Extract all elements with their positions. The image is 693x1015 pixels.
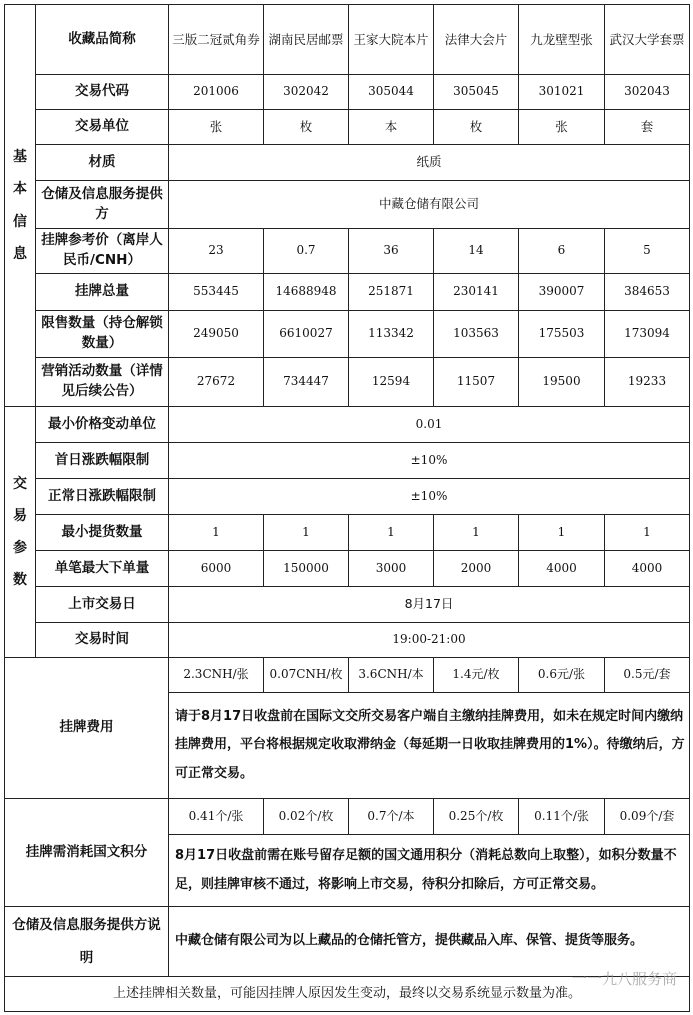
value: 1	[519, 515, 605, 551]
row-first-day	[5, 443, 690, 479]
label: 限售数量（持仓解锁数量）	[36, 311, 169, 358]
value: 8月17日	[169, 587, 690, 623]
label: 最小提货数量	[36, 515, 169, 551]
value: 302043	[605, 75, 690, 110]
row-marketing	[5, 358, 690, 407]
footer-note: 上述挂牌相关数量，可能因挂牌人原因发生变动，最终以交易系统显示数量为准。	[112, 985, 581, 1001]
item-name: 武汉大学套票	[605, 5, 690, 75]
value: 1	[264, 515, 349, 551]
value: 14688948	[264, 274, 349, 311]
value: 4000	[519, 551, 605, 587]
label: 挂牌费用	[5, 658, 169, 799]
row-footer	[5, 977, 690, 1012]
value: 0.11个/张	[519, 799, 605, 835]
value: 390007	[519, 274, 605, 311]
value: 6	[519, 229, 605, 274]
row-provider-desc	[5, 907, 690, 977]
value: 19233	[605, 358, 690, 407]
value: 14	[434, 229, 519, 274]
label: 交易单位	[36, 110, 169, 145]
row-tick	[5, 407, 690, 443]
value: 0.25个/枚	[434, 799, 519, 835]
item-name: 王家大院本片	[349, 5, 434, 75]
value: 1	[434, 515, 519, 551]
value: 384653	[605, 274, 690, 311]
value: 6000	[169, 551, 264, 587]
label: 挂牌参考价（离岸人民币/CNH）	[36, 229, 169, 274]
value: 0.41个/张	[169, 799, 264, 835]
row-price	[5, 229, 690, 274]
value: 本	[349, 110, 434, 145]
item-name: 湖南民居邮票	[264, 5, 349, 75]
row-names	[5, 5, 690, 75]
value: 27672	[169, 358, 264, 407]
value: 4000	[605, 551, 690, 587]
value: 11507	[434, 358, 519, 407]
value: 枚	[434, 110, 519, 145]
value: 150000	[264, 551, 349, 587]
value: 36	[349, 229, 434, 274]
value: 12594	[349, 358, 434, 407]
provider-note: 中藏仓储有限公司为以上藏品的仓储托管方，提供藏品入库、保管、提货等服务。	[169, 907, 690, 977]
value: 301021	[519, 75, 605, 110]
value: 734447	[264, 358, 349, 407]
value: ±10%	[169, 443, 690, 479]
value: 5	[605, 229, 690, 274]
row-pickup	[5, 515, 690, 551]
value: 249050	[169, 311, 264, 358]
value: 19:00-21:00	[169, 623, 690, 658]
row-restricted	[5, 311, 690, 358]
value: 0.01	[169, 407, 690, 443]
value: 1.4元/枚	[434, 658, 519, 693]
value: 0.07CNH/枚	[264, 658, 349, 693]
value: 251871	[349, 274, 434, 311]
label: 材质	[36, 145, 169, 181]
value: 2.3CNH/张	[169, 658, 264, 693]
row-trade-time	[5, 623, 690, 658]
value: 张	[169, 110, 264, 145]
value: 201006	[169, 75, 264, 110]
row-code	[5, 75, 690, 110]
section-trade: 交易参数	[5, 407, 36, 658]
row-provider	[5, 181, 690, 229]
label: 挂牌需消耗国文积分	[5, 799, 169, 907]
value: 枚	[264, 110, 349, 145]
value: 1	[605, 515, 690, 551]
points-note: 8月17日收盘前需在账号留存足额的国文通用积分（消耗总数向上取整），如积分数量不足，则挂牌审核不通过，将影响上市交易，待积分扣除后，方可正常交易。	[169, 835, 690, 907]
label: 营销活动数量（详情见后续公告）	[36, 358, 169, 407]
item-name: 九龙壁型张	[519, 5, 605, 75]
value: 0.02个/枚	[264, 799, 349, 835]
section-basic: 基本信息	[5, 5, 36, 407]
row-normal-day	[5, 479, 690, 515]
value: 553445	[169, 274, 264, 311]
value: 302042	[264, 75, 349, 110]
value: ±10%	[169, 479, 690, 515]
label: 仓储及信息服务提供方说明	[5, 907, 169, 977]
value: 103563	[434, 311, 519, 358]
row-listing-day	[5, 587, 690, 623]
value: 0.7个/本	[349, 799, 434, 835]
label: 单笔最大下单量	[36, 551, 169, 587]
label: 正常日涨跌幅限制	[36, 479, 169, 515]
value: 23	[169, 229, 264, 274]
value: 6610027	[264, 311, 349, 358]
value: 套	[605, 110, 690, 145]
value: 3000	[349, 551, 434, 587]
value: 175503	[519, 311, 605, 358]
label: 上市交易日	[36, 587, 169, 623]
label: 挂牌总量	[36, 274, 169, 311]
value: 2000	[434, 551, 519, 587]
fee-note: 请于8月17日收盘前在国际文交所交易客户端自主缴纳挂牌费用，如未在规定时间内缴纳挂牌费用，平台将根据规定收取滞纳金（每延期一日收取挂牌费用的1%）。待缴纳后，方可正常交易。	[169, 693, 690, 799]
item-name: 三版二冠贰角券	[169, 5, 264, 75]
value: 113342	[349, 311, 434, 358]
value: 张	[519, 110, 605, 145]
value: 3.6CNH/本	[349, 658, 434, 693]
value: 0.6元/张	[519, 658, 605, 693]
label: 最小价格变动单位	[36, 407, 169, 443]
watermark: 一一九八服务商	[571, 970, 677, 988]
row-max-order	[5, 551, 690, 587]
value: 0.09个/套	[605, 799, 690, 835]
value: 173094	[605, 311, 690, 358]
value: 19500	[519, 358, 605, 407]
value: 305045	[434, 75, 519, 110]
value: 230141	[434, 274, 519, 311]
label: 收藏品简称	[36, 5, 169, 75]
value: 1	[349, 515, 434, 551]
row-material	[5, 145, 690, 181]
row-total	[5, 274, 690, 311]
value: 0.5元/套	[605, 658, 690, 693]
item-name: 法律大会片	[434, 5, 519, 75]
value: 纸质	[169, 145, 690, 181]
row-unit	[5, 110, 690, 145]
row-points	[5, 799, 690, 835]
value: 1	[169, 515, 264, 551]
label: 首日涨跌幅限制	[36, 443, 169, 479]
label: 交易代码	[36, 75, 169, 110]
value: 中藏仓储有限公司	[169, 181, 690, 229]
value: 305044	[349, 75, 434, 110]
value: 0.7	[264, 229, 349, 274]
listing-table	[4, 4, 690, 1012]
row-fee	[5, 658, 690, 693]
label: 仓储及信息服务提供方	[36, 181, 169, 229]
label: 交易时间	[36, 623, 169, 658]
